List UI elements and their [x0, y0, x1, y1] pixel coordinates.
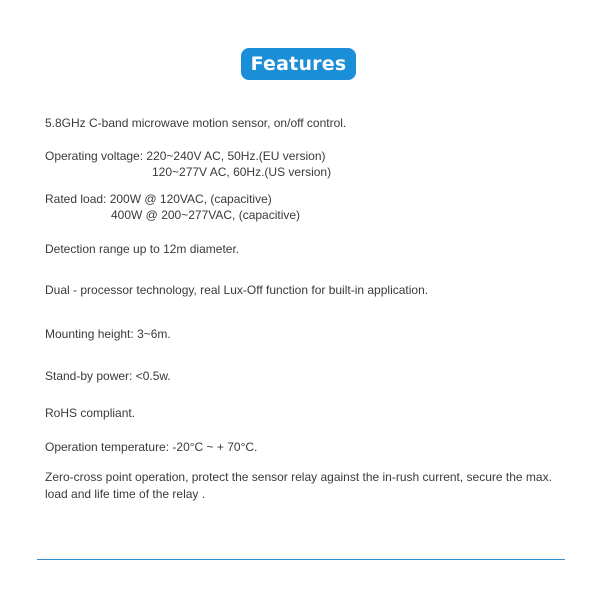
feature-load-277v: 400W @ 200~277VAC, (capacitive)	[111, 208, 301, 222]
feature-voltage-us: 120~277V AC, 60Hz.(US version)	[152, 165, 332, 179]
feature-temperature: Operation temperature: -20°C ~ + 70°C.	[45, 440, 258, 454]
feature-zero-cross: Zero-cross point operation, protect the sensor relay against the in-rush current, secure the max. load and life time of the relay .	[45, 470, 552, 501]
feature-standby-power: Stand-by power: <0.5w.	[45, 369, 171, 383]
feature-voltage-eu: Operating voltage: 220~240V AC, 50Hz.(EU version)	[45, 149, 326, 163]
feature-mounting-height: Mounting height: 3~6m.	[45, 327, 171, 341]
footer-divider	[37, 559, 565, 560]
feature-sensor: 5.8GHz C-band microwave motion sensor, on/off control.	[45, 116, 347, 130]
feature-load-120v: Rated load: 200W @ 120VAC, (capacitive)	[45, 192, 272, 206]
feature-rohs: RoHS compliant.	[45, 406, 136, 420]
features-heading-badge: Features	[241, 48, 356, 80]
feature-processor: Dual - processor technology, real Lux-Off function for built-in application.	[45, 283, 429, 297]
feature-detection-range: Detection range up to 12m diameter.	[45, 242, 240, 256]
